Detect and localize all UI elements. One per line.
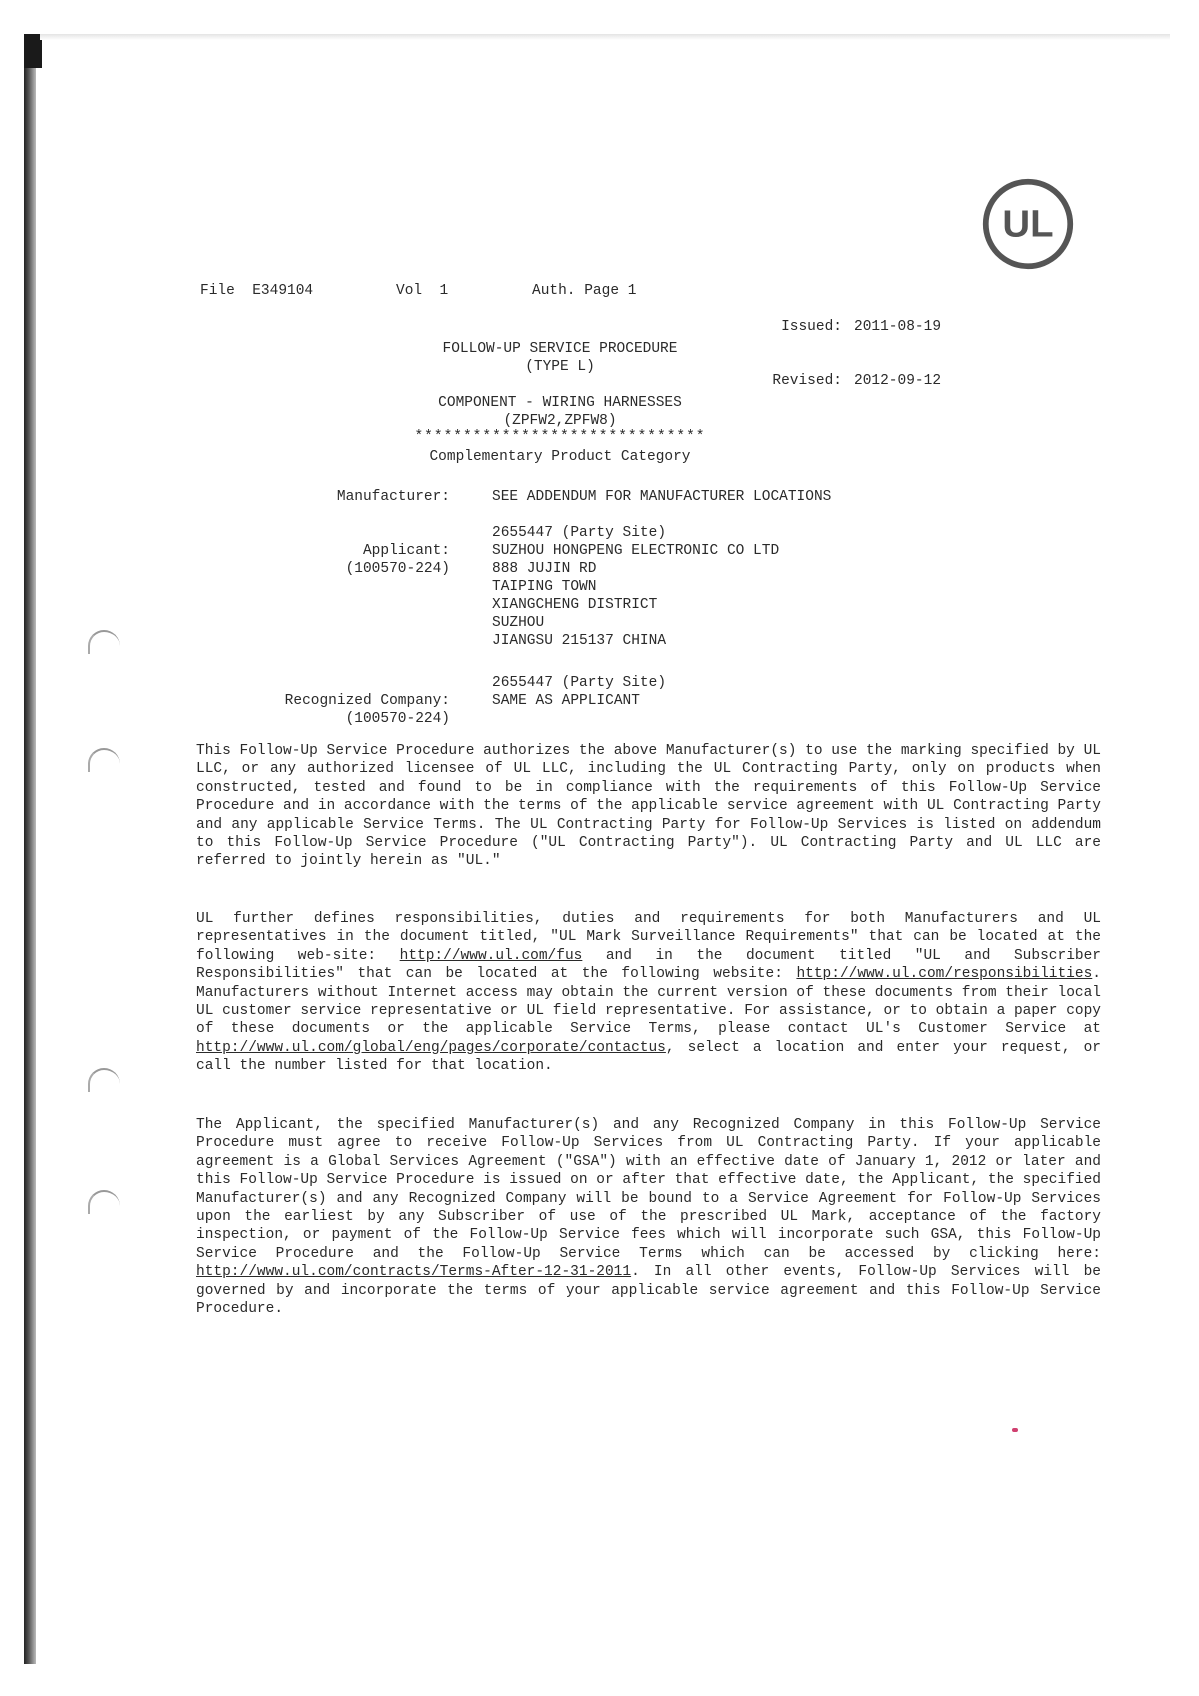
scan-ink-mark — [1012, 1428, 1018, 1432]
para2-text: UL further defines responsibilities, duties and requirements for both Manufacturers and UL representatives in the document titled, "UL Mark Surveillance Requirements" that can be located at the following web-site: — [196, 911, 1101, 964]
para2-text: , select a location and enter your request, or call the number listed for that location. — [196, 1039, 1101, 1075]
applicant-addr-line: SUZHOU — [492, 615, 545, 631]
ul-logo — [980, 176, 1076, 272]
issued-label: Issued: — [781, 319, 842, 335]
recognized-value: SAME AS APPLICANT — [492, 693, 640, 709]
terms-link[interactable]: http://www.ul.com/contracts/Terms-After-12-31-2011 — [196, 1264, 632, 1281]
punch-hole-mark — [88, 1068, 120, 1092]
asterisk-divider: ****************************** — [414, 429, 706, 445]
procedure-title — [300, 340, 820, 376]
applicant-name: SUZHOU HONGPENG ELECTRONIC CO LTD — [492, 543, 780, 559]
procedure-title-line1: FOLLOW-UP SERVICE PROCEDURE — [442, 341, 678, 357]
para2-text: and in the document titled "UL and Subscriber Responsibilities" that can be located at the following website: — [196, 947, 1101, 983]
responsibilities-link[interactable]: http://www.ul.com/responsibilities — [796, 966, 1093, 983]
contactus-link[interactable]: http://www.ul.com/global/eng/pages/corporate/contactus — [196, 1039, 666, 1056]
applicant-id: (100570-224) — [345, 561, 450, 577]
file-number: File E349104 — [200, 283, 314, 299]
scan-binding-edge — [24, 34, 36, 1664]
applicant-addr-line: TAIPING TOWN — [492, 579, 597, 595]
applicant-addr-line: XIANGCHENG DISTRICT — [492, 597, 658, 613]
applicant-label-block — [346, 542, 450, 578]
auth-page: Auth. Page 1 — [532, 283, 637, 299]
recognized-id: (100570-224) — [345, 711, 450, 727]
scan-top-edge — [40, 34, 1170, 40]
punch-hole-mark — [88, 748, 120, 772]
category-title-line1: COMPONENT - WIRING HARNESSES — [438, 395, 682, 411]
manufacturer-value: SEE ADDENDUM FOR MANUFACTURER LOCATIONS — [492, 489, 832, 505]
revised-date: 2012-09-12 — [854, 373, 942, 389]
category-codes: (ZPFW2,ZPFW8) — [503, 413, 617, 429]
recognized-label-block — [285, 692, 450, 728]
category-title — [300, 394, 820, 430]
para2-text: . Manufacturers without Internet access may obtain the current version of these documents from their local UL customer service representative or UL field representative. For assistance, or to obtain a paper copy of these documents or the applicable Service Terms, please contact UL's Customer Service at — [196, 966, 1101, 1038]
issued-row — [746, 318, 941, 336]
applicant-label: Applicant: — [362, 543, 450, 559]
revised-label: Revised: — [772, 373, 842, 389]
agreement-paragraph — [196, 1116, 1101, 1318]
complementary-category: Complementary Product Category — [429, 449, 691, 465]
volume-number: Vol 1 — [396, 283, 449, 299]
applicant-addr-line: JIANGSU 215137 CHINA — [492, 633, 667, 649]
fus-link[interactable]: http://www.ul.com/fus — [399, 947, 583, 964]
manufacturer-label: Manufacturer: — [336, 489, 450, 505]
para3-text: The Applicant, the specified Manufacturer(s) and any Recognized Company in this Follow-Up Service Procedure must agree to receive Follow-Up Services from UL Contracting Party. If your applicable agreement is a Global Services Agreement ("GSA") with an effective date of January 1, 2012 or later and this Follow-Up Service Procedure is issued on or after that effective date, the Applicant, the specified Manufacturer(s) and any Recognized Company will be bound to a Service Agreement for Follow-Up Services upon the earliest by any Subscriber of use of the prescribed UL Mark, acceptance of the factory inspection, or payment of the Follow-Up Service fees which will incorporate such GSA, this Follow-Up Service Procedure and the Follow-Up Service Terms which can be accessed by clicking here: — [196, 1117, 1101, 1262]
authorization-paragraph: This Follow-Up Service Procedure authorizes the above Manufacturer(s) to use the marking specified by UL LLC, or any authorized licensee of UL LLC, including the UL Contracting Party, only on products when constructed, tested and found to be in compliance with the requirements of this Follow-Up Service Procedure and in accordance with the terms of the applicable service agreement with UL Contracting Party and any applicable Service Terms. The UL Contracting Party for Follow-Up Services is listed on addendum to this Follow-Up Service Procedure ("UL Contracting Party"). UL Contracting Party and UL LLC are referred to jointly herein as "UL." — [196, 743, 1101, 870]
applicant-party-site: 2655447 (Party Site) — [492, 525, 667, 541]
ul-logo-text: UL — [1002, 202, 1054, 246]
punch-hole-mark — [88, 630, 120, 654]
applicant-addr-line: 888 JUJIN RD — [492, 561, 597, 577]
applicant-address — [492, 524, 779, 650]
para3-text: . In all other events, Follow-Up Services will be governed by and incorporate the terms of your applicable service agreement and this Follow-Up Service Procedure. — [196, 1264, 1101, 1318]
responsibilities-paragraph — [196, 910, 1101, 1076]
recognized-party-site: 2655447 (Party Site) — [492, 675, 667, 691]
issued-date: 2011-08-19 — [854, 319, 942, 335]
punch-hole-mark — [88, 1190, 120, 1214]
recognized-label: Recognized Company: — [284, 693, 450, 709]
procedure-title-line2: (TYPE L) — [525, 359, 595, 375]
recognized-value-block — [492, 674, 666, 710]
